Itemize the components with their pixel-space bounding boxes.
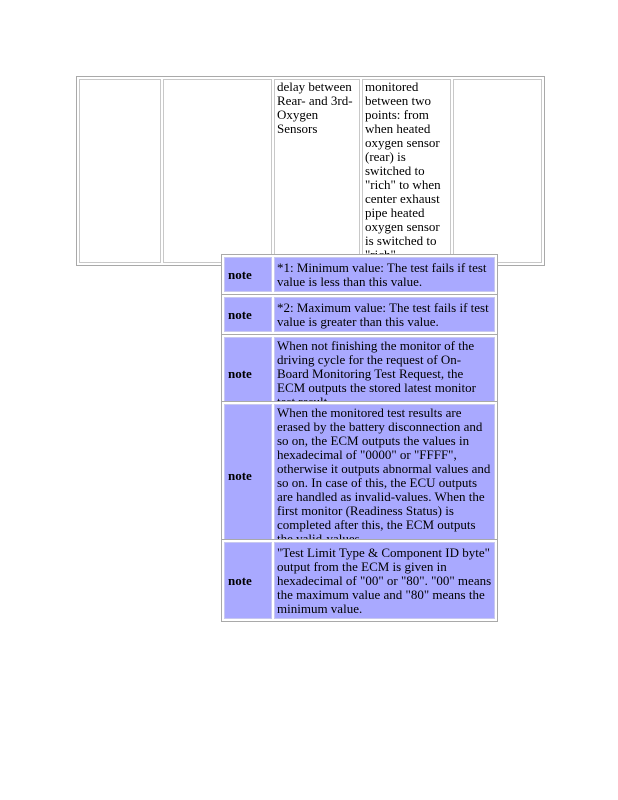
note-label: note <box>224 297 272 332</box>
table-cell-2 <box>163 79 272 263</box>
note-box-1 <box>221 254 498 295</box>
note-box-5 <box>221 539 498 622</box>
note-label: note <box>224 257 272 292</box>
note-text: "Test Limit Type & Component ID byte" output from the ECM is given in hexadecimal of "00" or "80". "00" means the maximum value and "80" means the minimum value. <box>274 542 495 619</box>
note-label: note <box>224 404 272 548</box>
note-box-4 <box>221 401 498 551</box>
table-cell-1 <box>79 79 161 263</box>
note-label: note <box>224 542 272 619</box>
table-cell-3: delay between Rear- and 3rd-Oxygen Sensors <box>274 79 360 263</box>
note-label: note <box>224 337 272 411</box>
table-cell-5 <box>453 79 542 263</box>
note-text: When the monitored test results are erased by the battery disconnection and so on, the ECM outputs the values in hexadecimal of "0000" or "FFFF", otherwise it outputs abnormal values and so on. In case of this, the ECU outputs are handled as invalid-values. When the first monitor (Readiness Status) is completed after this, the ECM outputs <box>274 404 495 548</box>
table-row <box>79 79 542 263</box>
note-text: *1: Minimum value: The test fails if test value is less than this value. <box>274 257 495 292</box>
data-table <box>76 76 545 266</box>
note-text: *2: Maximum value: The test fails if test value is greater than this value. <box>274 297 495 332</box>
note-box-2 <box>221 294 498 335</box>
table-cell-4: monitored between two points: from when heated oxygen sensor (rear) is switched to "rich" to when center exhaust pipe heated oxygen sensor is switched to <box>362 79 451 263</box>
note-text: When not finishing the monitor of the driving cycle for the request of On-Board Monitoring Test Request, the ECM outputs the stored latest monitor <box>274 337 495 411</box>
